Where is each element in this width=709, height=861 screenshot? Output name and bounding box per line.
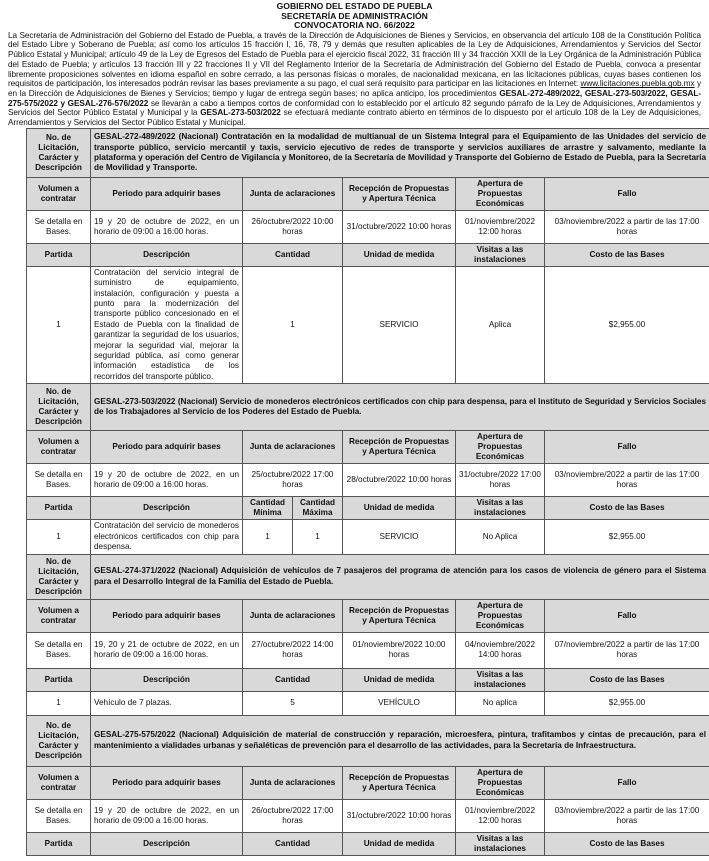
label-volumen: Volumen a contratar bbox=[27, 177, 91, 210]
label-recepcion: Recepción de Propuestas y Apertura Técnica bbox=[343, 177, 456, 210]
label-volumen: Volumen a contratar bbox=[27, 766, 91, 799]
tender-1-schedule-header bbox=[27, 177, 709, 210]
tender-4-volumen: Se detalla en Bases. bbox=[27, 799, 91, 832]
tender-4-schedule-row bbox=[27, 799, 709, 832]
tender-1-periodo: 19 y 20 de octubre de 2022, en un horario de 09:00 a 16:00 horas. bbox=[91, 210, 243, 243]
label-periodo: Periodo para adquirir bases bbox=[91, 177, 243, 210]
tender-2-costo: $2,955.00 bbox=[545, 520, 709, 554]
intro-procedure-codes: GESAL-272-489/2022, GESAL-273-503/2022, GESAL-275-575/2022 y GESAL-276-576/2022 bbox=[8, 89, 702, 108]
label-cantidad: Cantidad bbox=[243, 668, 343, 691]
tender-3-descripcion: Vehículo de 7 plazas. bbox=[91, 691, 243, 715]
tender-4-junta: 26/octubre/2022 17:00 horas bbox=[243, 799, 343, 832]
label-visitas: Visitas a las instalaciones bbox=[456, 243, 545, 266]
tender-2-fallo: 03/noviembre/2022 a partir de las 17:00 horas bbox=[545, 464, 709, 497]
label-fallo: Fallo bbox=[545, 177, 709, 210]
label-unidad: Unidad de medida bbox=[343, 243, 456, 266]
intro-text-1: La Secretaría de Administración del Gobierno del Estado de Puebla, a través de la Dirección de Adquisiciones de Bienes y Servicios, en observancia del artículo 108 de la Constitución Política del Estado Libre y Soberano de Puebla; así como los artículos 15 fracción I, 16, 78, 79 y demás que resulten aplicables de la Ley de Adquisiciones, Arrendamientos y Servicios del Sector Público Estatal y Municipal; artículo 49 de la Ley de Egresos del Estado de Puebla para el ejercicio fiscal 2022, 31 fracción III y 34 fracción XXII de la Ley Orgánica de la Administración Pública del Estado de Puebla; y artículos 13 fracción III y 22 fracciones II y VII del Reglamento Interior de la Secretaría de Administración del Gobierno del Estado de Puebla, convoca a presentar libremente proposiciones solventes en idioma español en sobre cerrado, a las personas físicas o morales, de nacionalidad mexicana, en las licitaciones públicas, cuyas bases contienen los requisitos de participación, los interesados podrán revisar las bases previamente a su pago, el cual será requisito para participar en las licitaciones en Internet: bbox=[8, 30, 701, 89]
label-cantidad: Cantidad bbox=[243, 243, 343, 266]
tender-3-recepcion: 01/noviembre/2022 10:00 horas bbox=[343, 632, 456, 668]
label-volumen: Volumen a contratar bbox=[27, 599, 91, 632]
tender-2-item-row bbox=[27, 520, 709, 554]
tender-3-schedule-row bbox=[27, 632, 709, 668]
tender-2-partida: 1 bbox=[27, 520, 91, 554]
tender-1-descripcion: Contratación del servicio integral de suministro de equipamiento, instalación, configuración y puesta a punto para la modernización del transporte público concesionado en el Estado de Puebla con la finalidad de garantizar la seguridad de los usuarios, mejorar la seguridad vial, mejorar la seguridad pública, así como generar información estadística de los recorridos del transporte público. bbox=[91, 266, 243, 383]
label-fallo: Fallo bbox=[545, 766, 709, 799]
tender-3-schedule-header bbox=[27, 599, 709, 632]
tender-2-schedule-row bbox=[27, 464, 709, 497]
tender-1-partida: 1 bbox=[27, 266, 91, 383]
tender-1-fallo: 03/noviembre/2022 a partir de las 17:00 horas bbox=[545, 210, 709, 243]
tender-3-periodo: 19, 20 y 21 de octubre de 2022, en un horario de 09:00 a 16:00 horas. bbox=[91, 632, 243, 668]
tender-1-apertura: 01/noviembre/2022 12:00 horas bbox=[456, 210, 545, 243]
label-partida: Partida bbox=[27, 668, 91, 691]
label-volumen: Volumen a contratar bbox=[27, 431, 91, 464]
label-fallo: Fallo bbox=[545, 599, 709, 632]
tender-2-apertura: 31/octubre/2022 17:00 horas bbox=[456, 464, 545, 497]
tender-3-fallo: 07/noviembre/2022 a partir de las 17:00 horas bbox=[545, 632, 709, 668]
label-recepcion: Recepción de Propuestas y Apertura Técnica bbox=[343, 599, 456, 632]
tender-1-cantidad: 1 bbox=[243, 266, 343, 383]
label-costo: Costo de las Bases bbox=[545, 497, 709, 520]
label-partida: Partida bbox=[27, 497, 91, 520]
label-periodo: Periodo para adquirir bases bbox=[91, 431, 243, 464]
label-costo: Costo de las Bases bbox=[545, 668, 709, 691]
tender-1-title: GESAL-272-489/2022 (Nacional) Contratación en la modalidad de multianual de un Sistema Integral para el Equipamiento de las Unidades del servicio de transporte público, servicio mercantil y taxis, servicio ejecutivo de redes de transporte y servicios auxiliares de arrastre y salvamento, mediante la plataforma y operación del Centro de Vigilancia y Monitoreo, de la Secretaría de Movilidad y Transporte del Gobierno de Estado de Puebla, para la Secretaría de Movilidad y Transporte. bbox=[91, 128, 709, 177]
tender-2-periodo: 19 y 20 de octubre de 2022, en un horario de 09:00 a 16:00 horas. bbox=[91, 464, 243, 497]
intro-text-3: se llevarán a cabo a tiempos cortos de conformidad con lo establecido por el artículo 82 segundo párrafo de la Ley de Adquisiciones, Arrendamientos y Servicios del Sector Público Estatal y Municipal y la bbox=[8, 98, 701, 118]
tender-3-items-header bbox=[27, 668, 709, 691]
label-partida: Partida bbox=[27, 832, 91, 855]
label-visitas: Visitas a las instalaciones bbox=[456, 497, 545, 520]
label-descripcion: Descripción bbox=[91, 668, 243, 691]
label-periodo: Periodo para adquirir bases bbox=[91, 599, 243, 632]
tender-4-periodo: 19 y 20 de octubre de 2022, en un horario de 09:00 a 16:00 horas. bbox=[91, 799, 243, 832]
intro-open-contract-code: GESAL-273-503/2022 bbox=[200, 108, 281, 118]
tender-2-cantidad-min: 1 bbox=[243, 520, 293, 554]
label-junta: Junta de aclaraciones bbox=[243, 177, 343, 210]
tender-1-unidad: SERVICIO bbox=[343, 266, 456, 383]
label-no-licitacion: No. de Licitación, Carácter y Descripción bbox=[27, 128, 91, 177]
label-descripcion: Descripción bbox=[91, 243, 243, 266]
tender-4-title-row bbox=[27, 715, 709, 766]
label-junta: Junta de aclaraciones bbox=[243, 766, 343, 799]
label-apertura: Apertura de Propuestas Económicas bbox=[456, 431, 545, 464]
tender-4-schedule-header bbox=[27, 766, 709, 799]
label-no-licitacion: No. de Licitación, Carácter y Descripción bbox=[27, 384, 91, 431]
label-descripcion: Descripción bbox=[91, 497, 243, 520]
bids-website-link[interactable]: www.licitaciones.puebla.gob.mx bbox=[580, 79, 695, 89]
tender-2-unidad: SERVICIO bbox=[343, 520, 456, 554]
tender-4-apertura: 01/noviembre/2022 12:00 horas bbox=[456, 799, 545, 832]
tender-3-visitas: No aplica bbox=[456, 691, 545, 715]
tender-1-costo: $2,955.00 bbox=[545, 266, 709, 383]
label-recepcion: Recepción de Propuestas y Apertura Técnica bbox=[343, 766, 456, 799]
label-costo: Costo de las Bases bbox=[545, 243, 709, 266]
label-fallo: Fallo bbox=[545, 431, 709, 464]
tender-1-junta: 26/octubre/2022 10:00 horas bbox=[243, 210, 343, 243]
tender-3-title-row bbox=[27, 554, 709, 599]
label-unidad: Unidad de medida bbox=[343, 832, 456, 855]
label-apertura: Apertura de Propuestas Económicas bbox=[456, 599, 545, 632]
tender-1-volumen: Se detalla en Bases. bbox=[27, 210, 91, 243]
tender-2-schedule-header bbox=[27, 431, 709, 464]
header-call-number: CONVOCATORIA NO. 66/2022 bbox=[294, 20, 415, 31]
tender-3-item-row bbox=[27, 691, 709, 715]
tender-3-partida: 1 bbox=[27, 691, 91, 715]
label-no-licitacion: No. de Licitación, Carácter y Descripción bbox=[27, 554, 91, 599]
label-apertura: Apertura de Propuestas Económicas bbox=[456, 766, 545, 799]
tender-3-title: GESAL-274-371/2022 (Nacional) Adquisición de vehículos de 7 pasajeros del programa de atención para los casos de violencia de género para el Sistema para el Desarrollo Integral de la Familia del Estado de Puebla. bbox=[91, 554, 709, 599]
label-periodo: Periodo para adquirir bases bbox=[91, 766, 243, 799]
tender-2-cantidad-max: 1 bbox=[293, 520, 343, 554]
tender-4-fallo: 03/noviembre/2022 a partir de las 17:00 horas bbox=[545, 799, 709, 832]
tender-2-title: GESAL-273-503/2022 (Nacional) Servicio de monederos electrónicos certificados con chip para despensa, para el Instituto de Seguridad y Servicios Sociales de los Trabajadores al Servicio de los Poderes del Estado de Puebla. bbox=[91, 384, 709, 431]
document-header bbox=[0, 0, 709, 31]
label-junta: Junta de aclaraciones bbox=[243, 431, 343, 464]
tenders-table bbox=[26, 128, 709, 856]
tender-3-costo: $2,955.00 bbox=[545, 691, 709, 715]
tender-3-apertura: 04/noviembre/2022 14:00 horas bbox=[456, 632, 545, 668]
tender-4-recepcion: 31/octubre/2022 10:00 horas bbox=[343, 799, 456, 832]
header-government: GOBIERNO DEL ESTADO DE PUEBLA bbox=[276, 1, 433, 11]
label-apertura: Apertura de Propuestas Económicas bbox=[456, 177, 545, 210]
header-secretariat: SECRETARÍA DE ADMINISTRACIÓN bbox=[281, 10, 428, 21]
tender-1-schedule-row bbox=[27, 210, 709, 243]
label-cantidad-max: Cantidad Máxima bbox=[293, 497, 343, 520]
tender-1-recepcion: 31/octubre/2022 10:00 horas bbox=[343, 210, 456, 243]
tender-2-junta: 25/octubre/2022 17:00 horas bbox=[243, 464, 343, 497]
tender-3-cantidad: 5 bbox=[243, 691, 343, 715]
label-cantidad-min: Cantidad Mínima bbox=[243, 497, 293, 520]
tender-2-visitas: No Aplica bbox=[456, 520, 545, 554]
label-costo: Costo de las Bases bbox=[545, 832, 709, 855]
tender-2-volumen: Se detalla en Bases. bbox=[27, 464, 91, 497]
tender-2-descripcion: Contratación del servicio de monederos electrónicos certificados con chip para despensa. bbox=[91, 520, 243, 554]
label-visitas: Visitas a las instalaciones bbox=[456, 832, 545, 855]
tender-3-volumen: Se detalla en Bases. bbox=[27, 632, 91, 668]
label-no-licitacion: No. de Licitación, Carácter y Descripción bbox=[27, 715, 91, 766]
label-descripcion: Descripción bbox=[91, 832, 243, 855]
tender-1-title-row bbox=[27, 128, 709, 177]
intro-text-4: se efectuará mediante contrato abierto en términos de lo dispuesto por el artículo 108 de la Ley de Adquisiciones, Arrendamientos y Servicios del Sector Público Estatal y Municipal. bbox=[8, 108, 701, 128]
label-cantidad: Cantidad bbox=[243, 832, 343, 855]
label-unidad: Unidad de medida bbox=[343, 497, 456, 520]
tender-3-junta: 27/octubre/2022 14:00 horas bbox=[243, 632, 343, 668]
intro-paragraph bbox=[8, 31, 701, 128]
tender-3-unidad: VEHÍCULO bbox=[343, 691, 456, 715]
tender-4-items-header bbox=[27, 832, 709, 855]
tender-2-title-row bbox=[27, 384, 709, 431]
tender-4-title: GESAL-275-575/2022 (Nacional) Adquisición de material de construcción y reparación, microesfera, pintura, trafitambos y cintas de precaución, para el mantenimiento a vialidades urbanas y señaléticas de prevención para el desarrollo de las actividades, para la Secretaría de Infraestructura. bbox=[91, 715, 709, 766]
tender-1-item-row bbox=[27, 266, 709, 383]
tender-2-recepcion: 28/octubre/2022 10:00 horas bbox=[343, 464, 456, 497]
intro-text-2: y en la Dirección de Adquisiciones de Bienes y Servicios; tiempo y lugar de entrega según bases; no aplica anticipo, los procedimientos bbox=[8, 79, 701, 98]
label-junta: Junta de aclaraciones bbox=[243, 599, 343, 632]
tender-1-items-header bbox=[27, 243, 709, 266]
tender-2-items-header bbox=[27, 497, 709, 520]
label-visitas: Visitas a las instalaciones bbox=[456, 668, 545, 691]
label-recepcion: Recepción de Propuestas y Apertura Técnica bbox=[343, 431, 456, 464]
label-unidad: Unidad de medida bbox=[343, 668, 456, 691]
tender-1-visitas: Aplica bbox=[456, 266, 545, 383]
label-partida: Partida bbox=[27, 243, 91, 266]
